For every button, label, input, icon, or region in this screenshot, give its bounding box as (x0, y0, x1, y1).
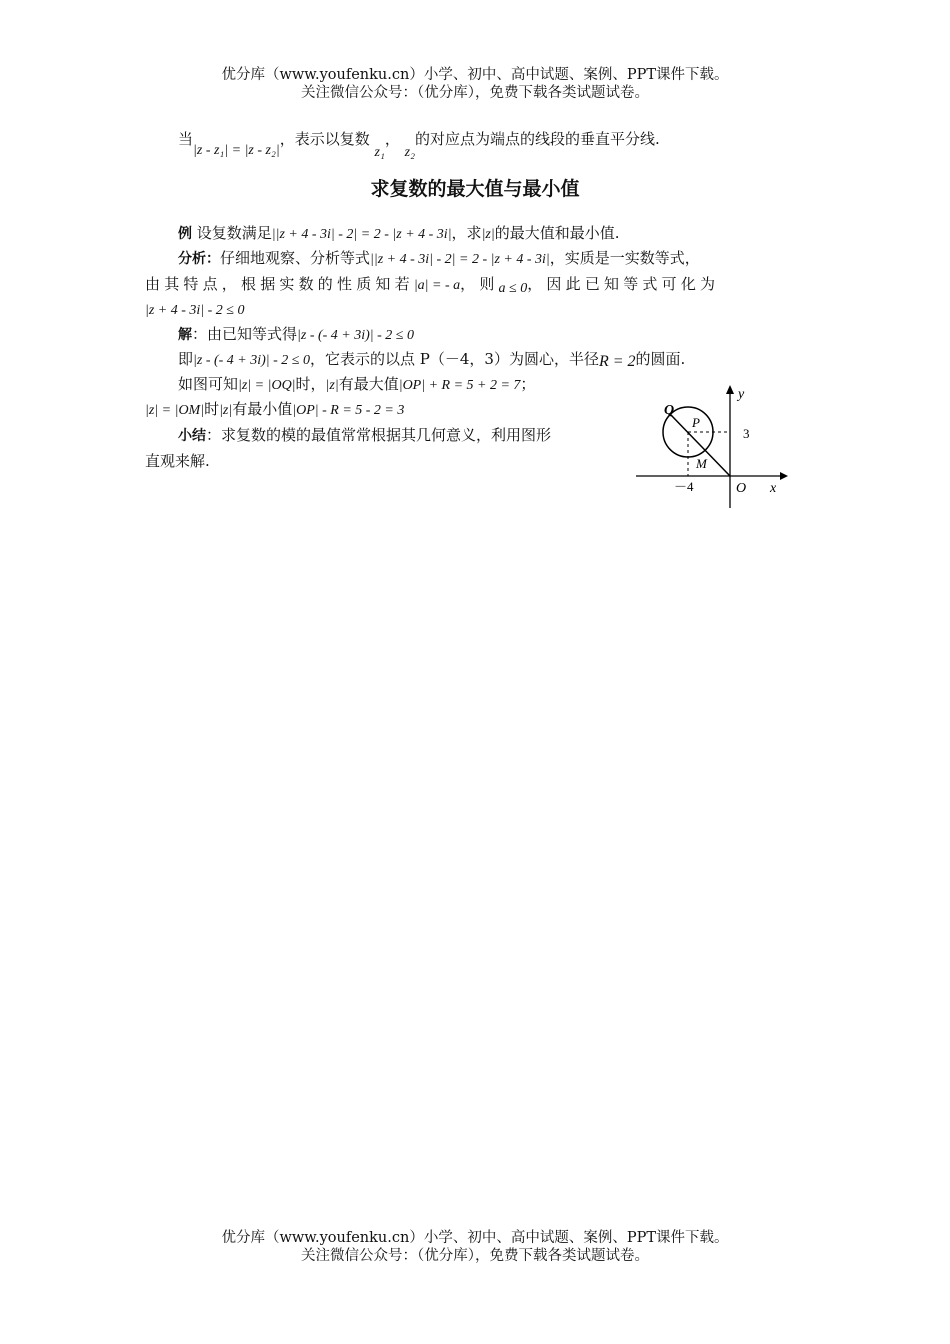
x-axis-arrow (780, 472, 788, 480)
intro-z1: z₁ (374, 145, 385, 160)
label-3: 3 (743, 426, 750, 441)
solution-line4-math-2: |z| (219, 403, 233, 418)
solution-line2-c: 的圆面. (635, 350, 686, 368)
summary-line-2-text: 直观来解. (145, 452, 210, 470)
example-math-1: ||z + 4 - 3i| - 2| = 2 - |z + 4 - 3i| (271, 227, 452, 242)
analysis-colon: ： (206, 251, 220, 267)
solution-line4-b: 有最小值 (232, 400, 293, 418)
y-axis-arrow (726, 385, 734, 394)
analysis-line-1 (178, 247, 700, 271)
solution-line4-a: 时 (204, 400, 220, 418)
solution-line-3 (178, 373, 535, 397)
label-p: P (692, 415, 700, 430)
label-neg4: －4 (674, 479, 694, 494)
label-o: O (736, 481, 747, 496)
intro-mid: ，表示以复数 (279, 130, 370, 148)
intro-z2: z₂ (404, 145, 415, 160)
solution-text-1: ：由已知等式得 (192, 325, 298, 343)
solution-line2-a: 即 (178, 350, 194, 368)
solution-line3-math-2: |z| (325, 378, 339, 393)
label-q: Q (664, 403, 675, 418)
intro-math: |z - z₁| = |z - z₂| (193, 143, 280, 158)
solution-line4-math-3: |OP| - R = 5 - 2 = 3 (292, 403, 405, 418)
solution-line3-d: ； (520, 375, 536, 393)
analysis-line2-b: ，则 (460, 275, 499, 293)
header-line-2: 关注微信公众号：（优分库），免费下载各类试题试卷。 (301, 85, 649, 101)
page-footer (0, 1229, 950, 1265)
label-y: y (738, 387, 745, 402)
label-x: x (770, 481, 777, 496)
footer-line-2: 关注微信公众号：（优分库），免费下载各类试题试卷。 (301, 1248, 649, 1264)
intro-pre: 当 (178, 130, 194, 148)
analysis-line-2 (145, 273, 719, 297)
analysis-label: 分析 (178, 251, 206, 267)
analysis-text-1: 仔细地观察、分析等式 (220, 249, 371, 267)
analysis-line2-math-1: |a| = - a (413, 278, 461, 293)
section-title: 求复数的最大值与最小值 (370, 178, 580, 200)
header-line-1: 优分库（www.youfenku.cn）小学、初中、高中试题、案例、PPT课件下载。 (221, 67, 729, 83)
solution-line2-b: ，它表示的以点 P（－4，3）为圆心，半径 (310, 350, 599, 368)
intro-post: 的对应点为端点的线段的垂直平分线. (414, 130, 660, 148)
analysis-line-3 (145, 298, 245, 322)
analysis-line3-math: |z + 4 - 3i| - 2 ≤ 0 (145, 303, 245, 318)
summary-line-1-text: ：求复数的模的最值常常根据其几何意义，利用图形 (206, 426, 552, 444)
example-text-2: ，求 (451, 224, 482, 242)
summary-label: 小结 (178, 428, 206, 444)
label-m: M (696, 456, 707, 471)
analysis-line2-a: 由其特点，根据实数的性质知若 (145, 275, 414, 293)
analysis-line2-c: ，因此已知等式可化为 (527, 275, 720, 293)
solution-line3-math-1: |z| = |OQ| (238, 378, 296, 393)
solution-line2-math-2: R = 2 (598, 353, 636, 370)
example-label: 例 (178, 226, 192, 242)
solution-line-4 (145, 398, 404, 422)
page-header (0, 66, 950, 102)
solution-line3-c: 有最大值 (338, 375, 399, 393)
intro-comma: ， (384, 130, 400, 148)
solution-line3-a: 如图可知 (178, 375, 239, 393)
solution-line-1 (178, 323, 414, 347)
complex-plane-figure (630, 380, 790, 515)
solution-line2-math: |z - (- 4 + 3i)| - 2 ≤ 0 (193, 353, 310, 368)
solution-line-2 (178, 348, 685, 372)
solution-label: 解 (178, 327, 192, 343)
footer-line-1: 优分库（www.youfenku.cn）小学、初中、高中试题、案例、PPT课件下载。 (221, 1230, 729, 1246)
example-line (178, 222, 620, 246)
example-text-3: 的最大值和最小值. (494, 224, 620, 242)
example-text-1: 设复数满足 (192, 224, 272, 242)
solution-math-1: |z - (- 4 + 3i)| - 2 ≤ 0 (297, 328, 414, 343)
solution-line3-math-3: |OP| + R = 5 + 2 = 7 (398, 378, 521, 393)
summary-line-2 (145, 450, 210, 472)
intro-line (178, 128, 660, 160)
solution-line3-b: 时， (295, 375, 326, 393)
analysis-line2-math-2: a ≤ 0 (498, 281, 528, 296)
solution-line4-math-1: |z| = |OM| (145, 403, 205, 418)
analysis-math-1: ||z + 4 - 3i| - 2| = 2 - |z + 4 - 3i| (370, 252, 550, 267)
analysis-text-2: ，实质是一实数等式， (549, 249, 700, 267)
summary-line-1 (178, 424, 551, 447)
example-math-2: |z| (481, 227, 495, 242)
